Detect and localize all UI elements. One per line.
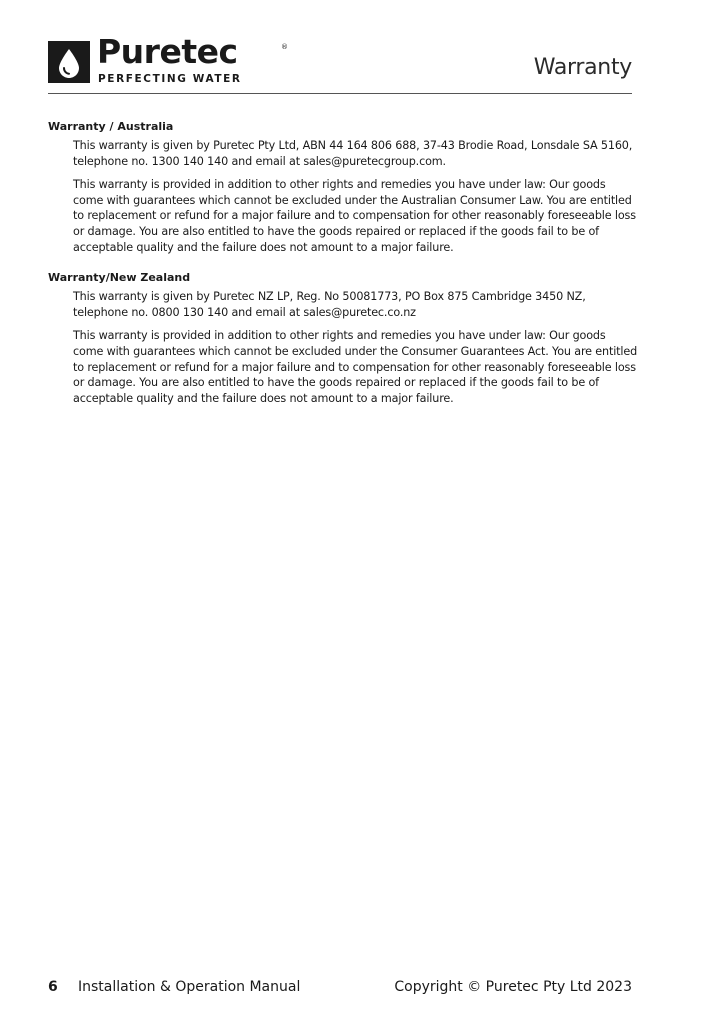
paragraph: This warranty is given by Puretec NZ LP, Reg. No 50081773, PO Box 875 Cambridge 3450 NZ, telephone no. 0800 130 140 and email at sales@puretec.co.nz <box>73 290 586 319</box>
registered-mark: ® <box>281 43 288 51</box>
logo-wordmark <box>97 32 288 85</box>
manual-title: Installation & Operation Manual <box>78 979 301 995</box>
page-header <box>48 32 632 94</box>
page-title: Warranty <box>533 55 632 80</box>
warranty-content <box>48 120 638 422</box>
logo-tagline: PERFECTING WATER <box>98 73 242 85</box>
water-drop-icon <box>48 41 90 83</box>
page-footer <box>48 979 632 999</box>
copyright-notice: Copyright © Puretec Pty Ltd 2023 <box>394 979 632 995</box>
logo-name: Puretec <box>97 32 238 71</box>
paragraph: This warranty is given by Puretec Pty Ltd, ABN 44 164 806 688, 37-43 Brodie Road, Lonsdale SA 5160, telephone no. 1300 140 140 and email at sales@puretecgroup.com. <box>73 139 633 168</box>
puretec-logo <box>48 32 288 85</box>
section-heading: Warranty / Australia <box>48 120 174 133</box>
paragraph: This warranty is provided in addition to other rights and remedies you have under law: Our goods come with guarantees which cannot be excluded under the Consumer Guarantees Act. You are entitled to replacement or refund for a major failure and to compensation for other reasonably foreseeable loss or damage. You are also entitled to have the goods repaired or replaced if the goods fail to be of acceptable quality and the failure does not amount to a major failure. <box>73 329 638 405</box>
header-divider <box>48 93 632 94</box>
paragraph: This warranty is provided in addition to other rights and remedies you have under law: Our goods come with guarantees which cannot be excluded under the Australian Consumer Law. You are entitled to replacement or refund for a major failure and to compensation for other reasonably foreseeable loss or damage. You are also entitled to have the goods repaired or replaced if the goods fail to be of acceptable quality and the failure does not amount to a major failure. <box>73 178 636 254</box>
section-warranty-new-zealand <box>48 271 638 406</box>
page-number: 6 <box>48 979 58 995</box>
section-heading: Warranty/New Zealand <box>48 271 191 285</box>
section-warranty-australia <box>48 120 638 255</box>
